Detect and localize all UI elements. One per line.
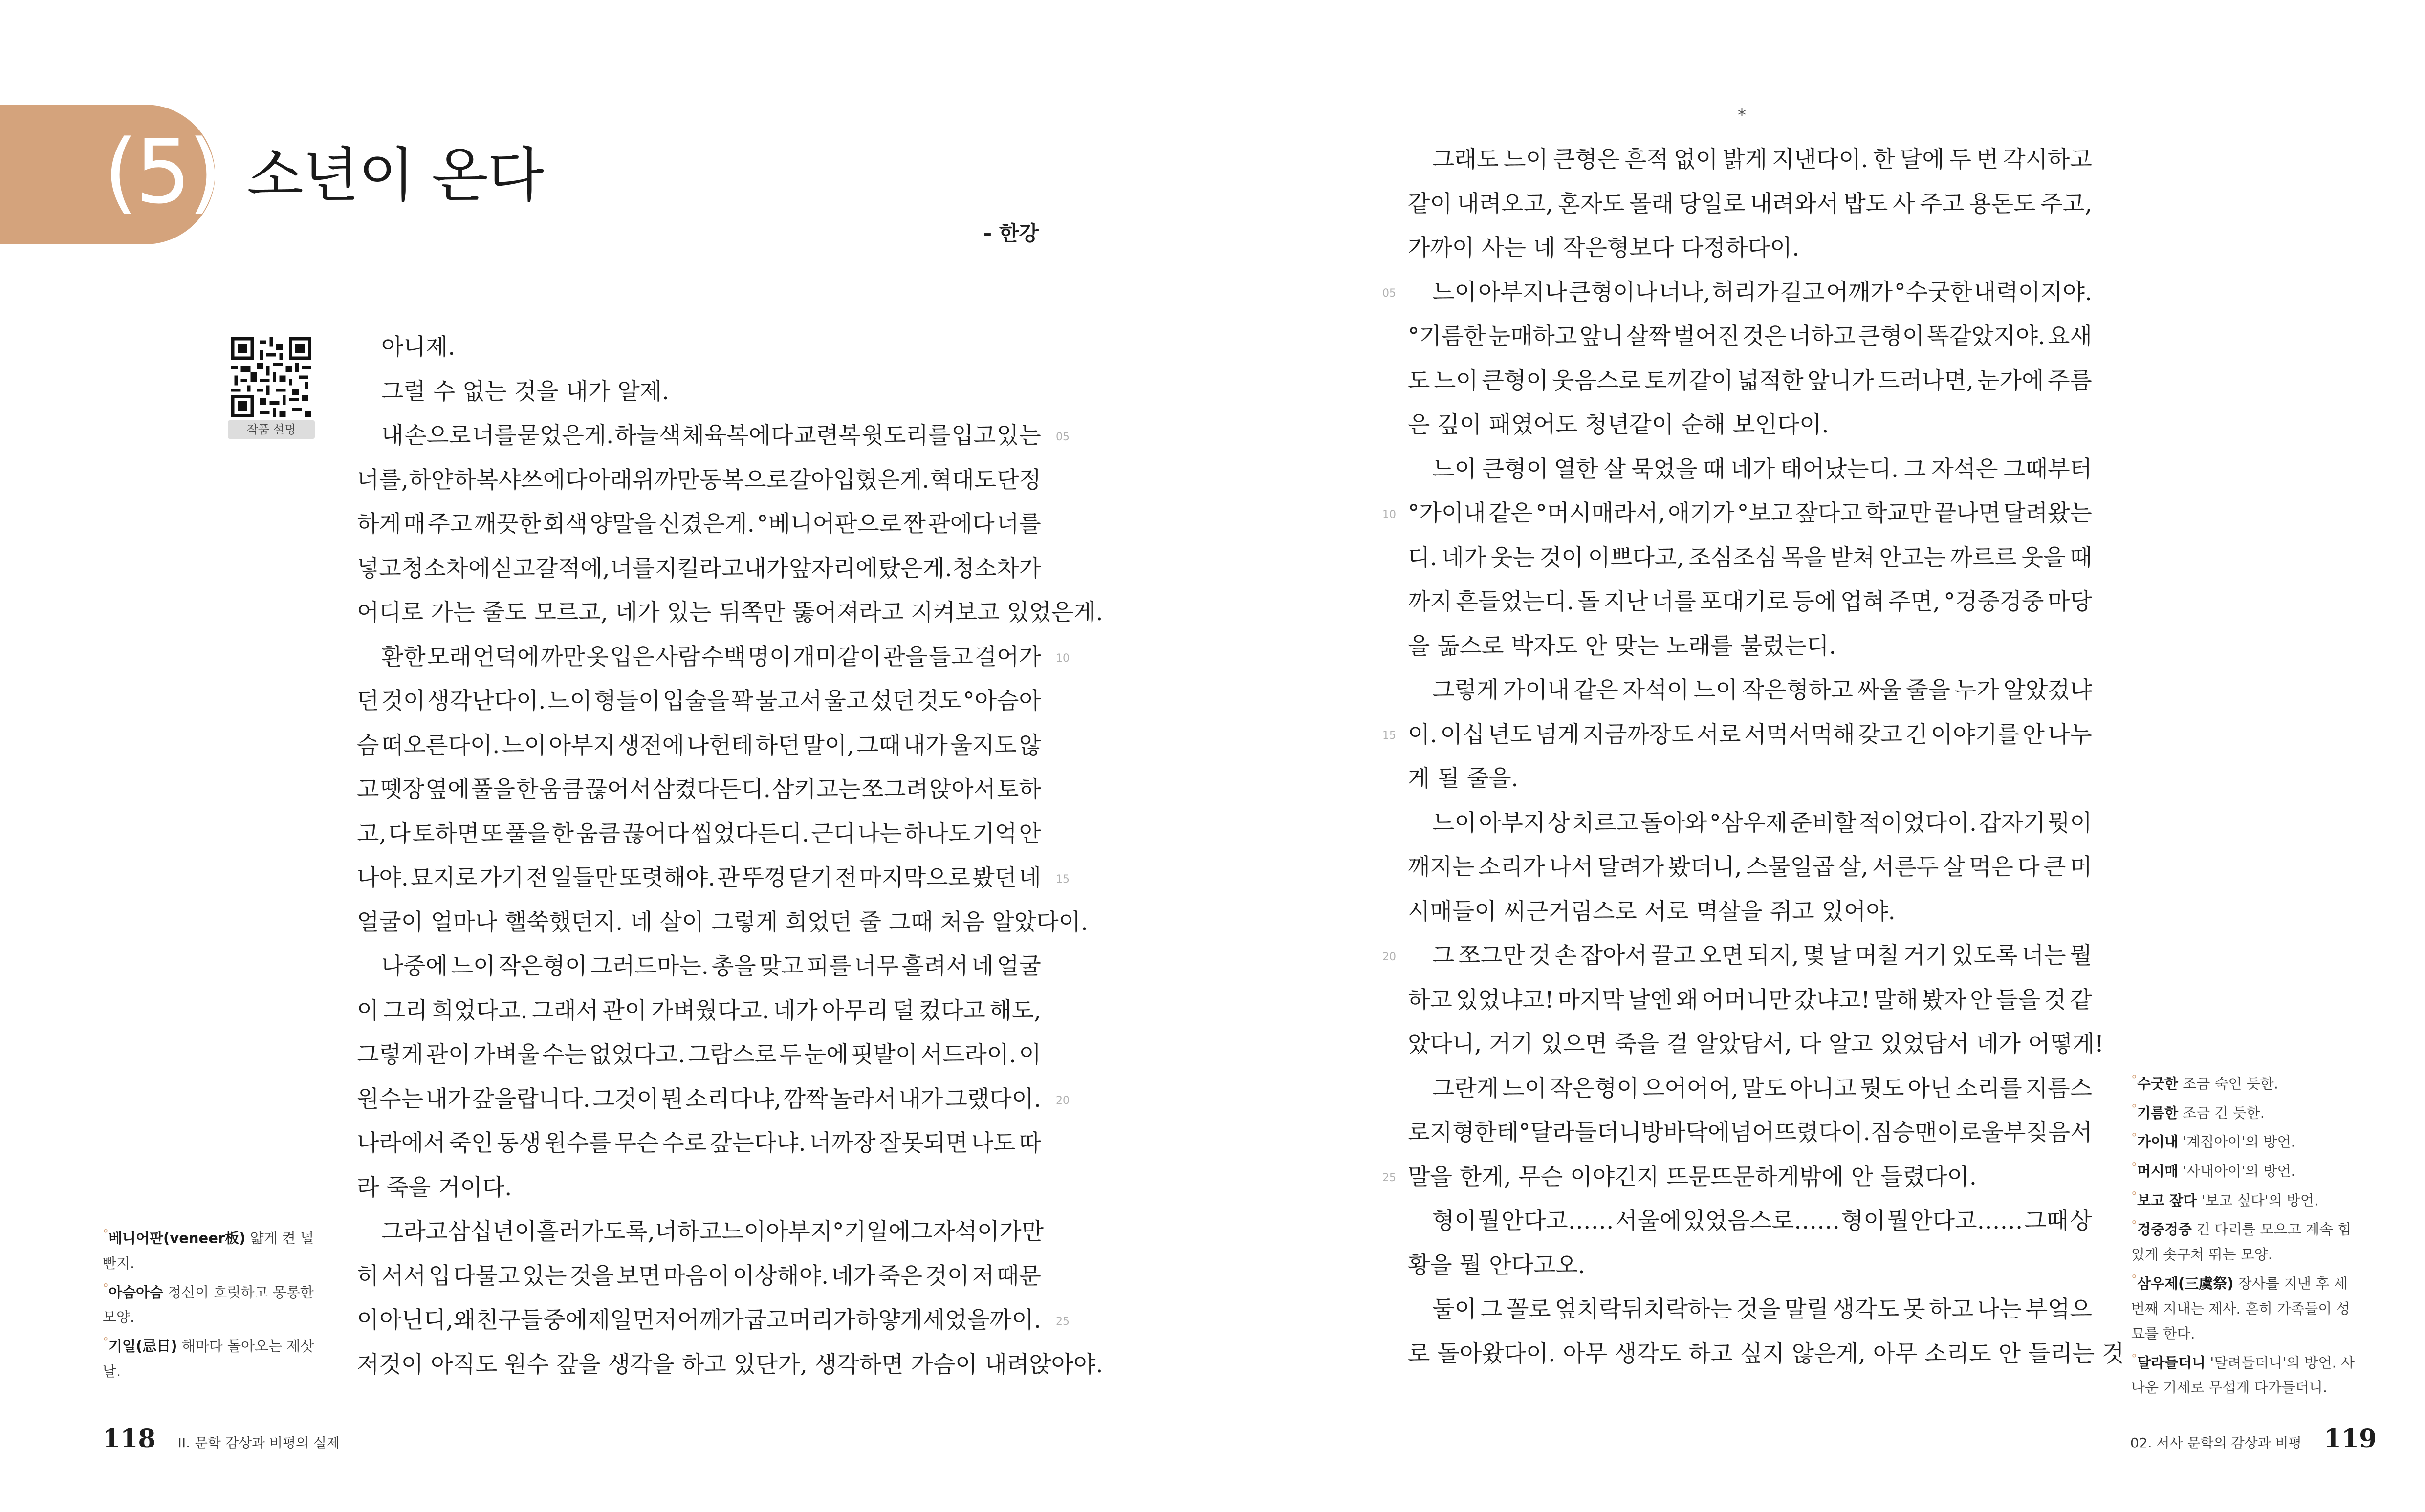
gloss-definition: '달려들더니'의 방언. 사나운 기세로 무섭게 다가들더니. xyxy=(2131,1354,2355,1396)
gloss-term: 겅중겅중 xyxy=(2137,1221,2192,1238)
text-line: 말을 한게, 무슨 이야긴지 뜨문뜨문하게밖에 안 들렸다이. xyxy=(1408,1163,1977,1190)
text-line: 던 것이 생각난다이. 느이 형들이 입술을 꽉 물고서 울고 섰던 것도 °아슴아 xyxy=(357,688,1041,714)
glossary-entry xyxy=(103,1330,328,1384)
glossary-entry xyxy=(2131,1125,2356,1155)
text-line: 그란게 느이 작은형이 으어어어, 말도 아니고 뭣도 아닌 소리를 지름스 xyxy=(1432,1075,2092,1102)
gloss-term: 달라들더니 xyxy=(2137,1354,2206,1371)
gloss-marker-icon: ° xyxy=(103,1281,109,1295)
gloss-definition: 조금 숙인 듯한. xyxy=(2178,1075,2279,1092)
line-number: 05 xyxy=(1056,431,1070,443)
gloss-definition: 정신이 흐릿하고 몽롱한 모양. xyxy=(103,1284,314,1326)
text-line: 하게 매 주고 깨끗한 회색 양말을 신겼은게. °베니어판으로 짠 관에다 너를 xyxy=(357,511,1041,538)
line-number: 25 xyxy=(1382,1172,1396,1184)
glossary-entry xyxy=(2131,1267,2356,1346)
text-line: 느이 아부지나 큰형이나 너나, 허리가 길고 어깨가 °수굿한 내력이지야. xyxy=(1432,279,2092,306)
text-line: 하고 있었냐고! 마지막 날엔 왜 어머니만 갔냐고! 말해 봤자 안 들을 것 같 xyxy=(1408,986,2092,1014)
text-line: 그렇게 가이내 같은 자석이 느이 작은형하고 싸울 줄을 누가 알았겄냐 xyxy=(1432,677,2092,704)
gloss-definition: 장사를 지낸 후 세 번째 지내는 제사. 흔히 가족들이 성묘를 한다. xyxy=(2131,1275,2350,1342)
chapter-title: 소년이 온다 xyxy=(247,142,543,210)
text-line: 내 손으로 너를 묻었은게. 하늘색 체육복에다 교련복 윗도리를 입고 있는 xyxy=(381,422,1041,449)
text-line: 그 쪼그만 것 손 잡아서 끌고 오면 되지, 몇 날 며칠 거기 있도록 너는 뭘 xyxy=(1432,942,2092,969)
text-line: 라 죽을 거이다. xyxy=(357,1174,512,1201)
gloss-definition: 긴 다리를 모으고 계속 힘 있게 솟구쳐 뛰는 모양. xyxy=(2131,1221,2352,1263)
glossary-entry xyxy=(2131,1155,2356,1184)
footer-right xyxy=(2130,1422,2377,1460)
glossary-entry xyxy=(103,1222,328,1276)
line-number: 20 xyxy=(1382,950,1396,963)
gloss-marker-icon: ° xyxy=(2131,1073,2137,1086)
glossary-entry xyxy=(2131,1067,2356,1097)
gloss-marker-icon: ° xyxy=(103,1335,109,1349)
gloss-marker-icon: ° xyxy=(2131,1351,2137,1365)
glossary-entry xyxy=(2131,1346,2356,1401)
text-line: 도 느이 큰형이 웃음스로 토끼같이 넓적한 앞니가 드러나면, 눈가에 주름 xyxy=(1408,367,2092,394)
text-line: 을 돎스로 박자도 안 맞는 노래를 불렀는디. xyxy=(1408,632,1836,660)
text-line: 형이 뭘 안다고…… 서울에 있었음스로…… 형이 뭘 안다고…… 그때 상 xyxy=(1432,1208,2092,1234)
text-line: 나중에 느이 작은형이 그러드마는. 총을 맞고 피를 너무 흘려서 네 얼굴 xyxy=(381,953,1041,980)
text-line: 느이 아부지 상 치르고 돌아와 °삼우제 준비할 적이었다이. 갑자기 뭣이 xyxy=(1432,809,2092,837)
text-line: 로 돌아왔다이. 아무 생각도 하고 싶지 않은게, 아무 소리도 안 들리는 것 xyxy=(1408,1340,2124,1367)
section-break-mark: * xyxy=(1738,106,1746,125)
text-line: °기름한 눈매하고 앞니 살짝 벌어진 것은 너하고 큰형이 똑같았지야. 요새 xyxy=(1408,323,2092,350)
gloss-marker-icon: ° xyxy=(2131,1218,2137,1232)
text-line: 그라고 삼십 년이 흘러가도록, 너하고 느이 아부지 °기일에 그 자석이 가만 xyxy=(381,1218,1044,1245)
line-number: 10 xyxy=(1056,652,1070,665)
text-line: 가까이 사는 네 작은형보다 다정하다이. xyxy=(1408,235,1800,261)
footer-left xyxy=(103,1422,340,1460)
text-line: 고, 다 토하면 또 풀을 한 움큼 끊어다 씹었다든디. 근디 나는 하나도 기억 안 xyxy=(357,820,1041,847)
glossary-right xyxy=(2131,1067,2356,1400)
line-number: 15 xyxy=(1056,873,1070,886)
text-line: 얼굴이 얼마나 핼쑥했던지. 네 살이 그렇게 희었던 줄 그때 처음 알았다이. xyxy=(357,908,1088,936)
text-line: 이 그리 희었다고. 그래서 관이 가벼웠다고. 네가 아무리 덜 컸다고 해도, xyxy=(357,997,1041,1024)
line-number: 05 xyxy=(1382,287,1396,300)
qr-caption: 작품 설명 xyxy=(228,420,315,439)
gloss-definition: 얇게 켠 널빤지. xyxy=(103,1230,314,1272)
gloss-term: 기름한 xyxy=(2137,1104,2179,1122)
line-number: 15 xyxy=(1382,730,1396,742)
gloss-marker-icon: ° xyxy=(2131,1189,2137,1203)
glossary-entry xyxy=(2131,1184,2356,1213)
gloss-definition: 조금 긴 듯한. xyxy=(2178,1104,2265,1122)
gloss-term: 머시매 xyxy=(2137,1163,2179,1180)
text-line: 저것이 아직도 원수 갚을 생각을 하고 있단가, 생각하면 가슴이 내려앉아야. xyxy=(357,1351,1103,1378)
text-line: 디. 네가 웃는 것이 이쁘다고, 조심조심 목을 받쳐 안고는 까르르 웃을 때 xyxy=(1408,544,2092,571)
qr-code-block[interactable] xyxy=(228,337,315,439)
text-line: 까지 흔들었는디. 돌 지난 너를 포대기로 등에 업혀 주면, °겅중겅중 마당 xyxy=(1408,588,2092,615)
gloss-term: 삼우제(三虞祭) xyxy=(2137,1275,2234,1292)
text-line: 은 깊이 패였어도 청년같이 순해 보인다이. xyxy=(1408,411,1829,438)
page-number-right: 119 xyxy=(2323,1424,2377,1454)
glossary-entry xyxy=(2131,1097,2356,1126)
glossary-entry xyxy=(2131,1213,2356,1267)
text-line: 이 아닌디, 왜 친구들 중에 제일 먼저 어깨가 굽고 머리가 하얗게 세었을까이. xyxy=(357,1307,1041,1334)
gloss-marker-icon: ° xyxy=(2131,1102,2137,1116)
gloss-term: 베니어판(veneer板) xyxy=(109,1230,246,1247)
gloss-term: 가이내 xyxy=(2137,1133,2179,1150)
gloss-term: 보고 잪다 xyxy=(2137,1192,2197,1209)
text-line: 황을 뭘 안다고오. xyxy=(1408,1252,1585,1279)
body-text-right xyxy=(1408,138,2124,1376)
text-line: 같이 내려오고, 혼자도 몰래 당일로 내려와서 밥도 사 주고 용돈도 주고, xyxy=(1408,190,2092,217)
line-number: 20 xyxy=(1056,1094,1070,1107)
text-line: 환한 모래 언덕에 까만 옷 입은 사람 수백 명이 개미같이 관을 들고 걸어가 xyxy=(381,643,1041,670)
text-line: 고 뗏장 옆에 풀을 한 움큼 끊어서 삼켰다든디. 삼키고는 쪼그려 앉아서 토하 xyxy=(357,776,1041,803)
section-label-left: II. 문학 감상과 비평의 실제 xyxy=(177,1435,340,1451)
chapter-number: (5) xyxy=(104,121,219,223)
glossary-left xyxy=(103,1222,328,1384)
page-number-left: 118 xyxy=(103,1424,156,1454)
line-number: 25 xyxy=(1056,1316,1070,1328)
gloss-definition: '계집아이'의 방언. xyxy=(2178,1133,2295,1150)
text-line: 너를, 하얀 하복 샤쓰에다 아래위 까만 동복으로 갈아입혔은게. 혁대도 단정 xyxy=(357,466,1041,494)
text-line: 게 될 줄을. xyxy=(1408,765,1519,792)
text-line: 그래도 느이 큰형은 흔적 없이 밝게 지낸다이. 한 달에 두 번 각시하고 xyxy=(1432,146,2092,173)
text-line: 원수는 내가 갚을랍니다. 그것이 뭔 소리다냐, 깜짝 놀라서 내가 그랬다이. xyxy=(357,1085,1041,1113)
glossary-entry xyxy=(103,1276,328,1330)
text-line: 아니제. xyxy=(381,334,456,361)
gloss-definition: 해마다 돌아오는 제삿날. xyxy=(103,1338,314,1380)
text-line: 넣고 청소차에 싣고 갈 적에, 너를 지킬라고 내가 앞자리에 탔은게. 청소차가 xyxy=(357,555,1041,582)
section-label-right: 02. 서사 문학의 감상과 비평 xyxy=(2130,1435,2302,1451)
text-line: 히 서서 입 다물고 있는 것을 보면 마음이 이상해야. 네가 죽은 것이 저 때문 xyxy=(357,1262,1041,1290)
author: - 한강 xyxy=(983,221,1039,245)
text-line: 깨지는 소리가 나서 달려가 봤더니, 스물일곱 살, 서른두 살 먹은 다 큰 머 xyxy=(1408,854,2092,881)
gloss-marker-icon: ° xyxy=(2131,1131,2137,1145)
text-line: 로 지 형한테 °달라들더니 방바닥에 넘어뜨렸다이. 짐승맨이로 울부짖음서 xyxy=(1408,1119,2093,1146)
gloss-marker-icon: ° xyxy=(103,1227,109,1241)
gloss-marker-icon: ° xyxy=(2131,1272,2137,1286)
qr-code-icon[interactable] xyxy=(231,337,311,417)
text-line: 그렇게 관이 가벼울 수는 없었다고. 그람스로 두 눈에 핏발이 서드라이. 이 xyxy=(357,1041,1041,1068)
text-line: 이. 이십 년도 넘게 지금까장도 서로 서먹서먹해 갖고 긴 이야기를 안 나누 xyxy=(1408,721,2092,748)
gloss-definition: '보고 싶다'의 방언. xyxy=(2197,1192,2319,1209)
text-line: 어디로 가는 줄도 모르고, 네가 있는 뒤쪽만 뚫어져라고 지켜보고 있었은게. xyxy=(357,599,1103,626)
line-number: 10 xyxy=(1382,508,1396,521)
gloss-term: 아슴아슴 xyxy=(109,1284,164,1301)
gloss-marker-icon: ° xyxy=(2131,1160,2137,1174)
text-line: 나라에서 죽인 동생 원수를 무슨 수로 갚는다냐. 너까장 잘못되면 나도 따 xyxy=(357,1130,1041,1157)
gloss-definition: '사내아이'의 방언. xyxy=(2178,1163,2295,1180)
text-line: °가이내 같은 °머시매라서, 애기가 °보고 잪다고 학교만 끝나면 달려왔는 xyxy=(1408,500,2092,527)
gloss-term: 수굿한 xyxy=(2137,1075,2179,1092)
text-line: 았다니, 거기 있으면 죽을 걸 알았담서, 다 알고 있었담서 네가 어떻게! xyxy=(1408,1031,2104,1058)
text-line: 느이 큰형이 열한 살 묵었을 때 네가 태어났는디. 그 자석은 그때부터 xyxy=(1432,455,2092,483)
gloss-term: 기일(忌日) xyxy=(109,1338,177,1355)
text-line: 그럴 수 없는 것을 내가 알제. xyxy=(381,378,670,405)
text-line: 나야. 묘지로 가기 전 일들만 또렷해야. 관 뚜껑 닫기 전 마지막으로 봤던 네 xyxy=(357,864,1041,891)
text-line: 둘이 그 꼴로 엎치락뒤치락하는 것을 말릴 생각도 못 하고 나는 부엌으 xyxy=(1432,1296,2092,1323)
text-line: 슴 떠오른다이. 느이 아부지 생전에 나헌테 하던 말이, 그때 내가 울지도 않 xyxy=(357,732,1041,759)
text-line: 시매들이 씨근거림스로 서로 멱살을 쥐고 있어야. xyxy=(1408,898,1896,925)
